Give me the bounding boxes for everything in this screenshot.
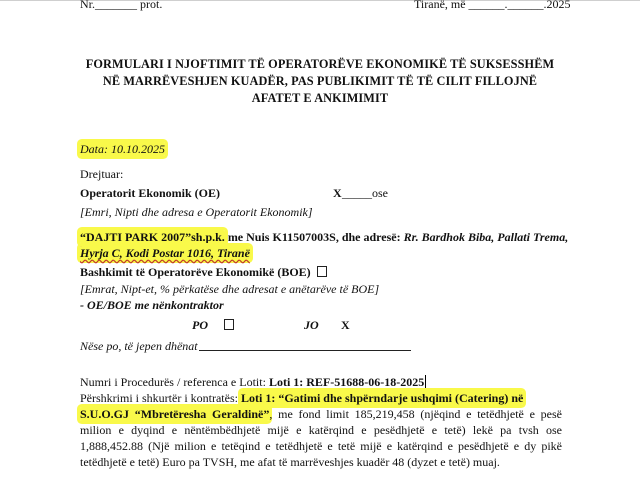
boe-checkbox[interactable] xyxy=(317,266,327,277)
text-cursor xyxy=(425,375,426,388)
if-yes-label: Nëse po, të jepen dhënat xyxy=(80,339,198,353)
company-line-2 xyxy=(80,246,250,260)
company-address-2: Hyrja C, Kodi Postar 1016, Tiranë xyxy=(80,246,250,260)
procedure-value: Loti 1: REF-51688-06-18-2025 xyxy=(268,375,425,389)
po-checkbox[interactable] xyxy=(224,319,234,330)
subcontractor-label: - OE/BOE me nënkontraktor xyxy=(80,298,224,312)
date-text: Data: 10.10.2025 xyxy=(80,142,165,156)
form-title-line-3: AFATET E ANKIMIMIT xyxy=(251,91,389,105)
company-line-1 xyxy=(80,230,568,244)
description-lot: Loti 1: “Gatimi dhe shpërndarje ushqimi (Catering) në xyxy=(240,391,524,405)
boe-line xyxy=(80,265,327,279)
oe-note: [Emri, Nipti dhe adresa e Operatorit Ekonomik] xyxy=(80,205,313,219)
company-address-1: Rr. Bardhok Biba, Pallati Trema, xyxy=(403,230,569,244)
oe-or: _____ose xyxy=(342,186,388,200)
oe-selected-mark: X xyxy=(333,186,342,200)
oe-label: Operatorit Ekonomik (OE) xyxy=(80,186,220,200)
date-line xyxy=(80,142,165,156)
boe-label: Bashkimit të Operatorëve Ekonomikë (BOE) xyxy=(80,265,311,279)
if-yes-blank-line[interactable] xyxy=(199,350,411,351)
place-date: Tiranë, më ______.______.2025 xyxy=(414,0,571,11)
jo-label: JO xyxy=(304,318,319,332)
company-nuis: me Nuis K11507003S, dhe adresë: xyxy=(227,230,401,244)
jo-selected-mark: X xyxy=(341,318,350,332)
form-title-line-2: NË MARRËVESHJEN KUADËR, PAS PUBLIKIMIT TË TË CILIT FILLOJNË xyxy=(102,74,538,88)
company-name: “DAJTI PARK 2007”sh.p.k. xyxy=(80,230,225,244)
procedure-line xyxy=(80,375,426,389)
description-line-3: milion e dyqind e nëntëmbëdhjetë mijë e katërqind e pesëdhjetë e tetë) lekë pa tvsh ose xyxy=(80,423,562,437)
description-line-1 xyxy=(80,391,523,405)
description-line-4: 1,888,452.88 (Një milion e tetëqind e tetëdhjetë e tetë mijë e katërqind e pesëdhjetë e dy pikë xyxy=(80,439,562,453)
description-line-5: tetëdhjetë e tetë) Euro pa TVSH, me afat të marrëveshjes kuadër 48 (dyzet e tetë) muaj. xyxy=(80,455,500,469)
institution-name: S.U.O.GJ “Mbretëresha Geraldinë” xyxy=(80,407,270,421)
procedure-label: Numri i Procedurës / referenca e Lotit: xyxy=(80,375,269,389)
po-checkbox-line xyxy=(224,318,234,332)
po-label: PO xyxy=(192,318,208,332)
description-line-2 xyxy=(80,407,562,421)
boe-note: [Emrat, Nipt-et, % përkatëse dhe adresat e anëtarëve të BOE] xyxy=(80,282,380,296)
form-title-line-1: FORMULARI I NJOFTIMIT TË OPERATORËVE EKONOMIKË TË SUKSESSHËM xyxy=(85,57,555,71)
protocol-number: Nr._______ prot. xyxy=(80,0,163,11)
addressed-to-label: Drejtuar: xyxy=(80,167,124,181)
fund-limit-text: , me fond limit 185,219,458 (njëqind e tetëdhjetë e pesë xyxy=(269,407,563,421)
description-label: Përshkrimi i shkurtër i kontratës: xyxy=(80,391,241,405)
